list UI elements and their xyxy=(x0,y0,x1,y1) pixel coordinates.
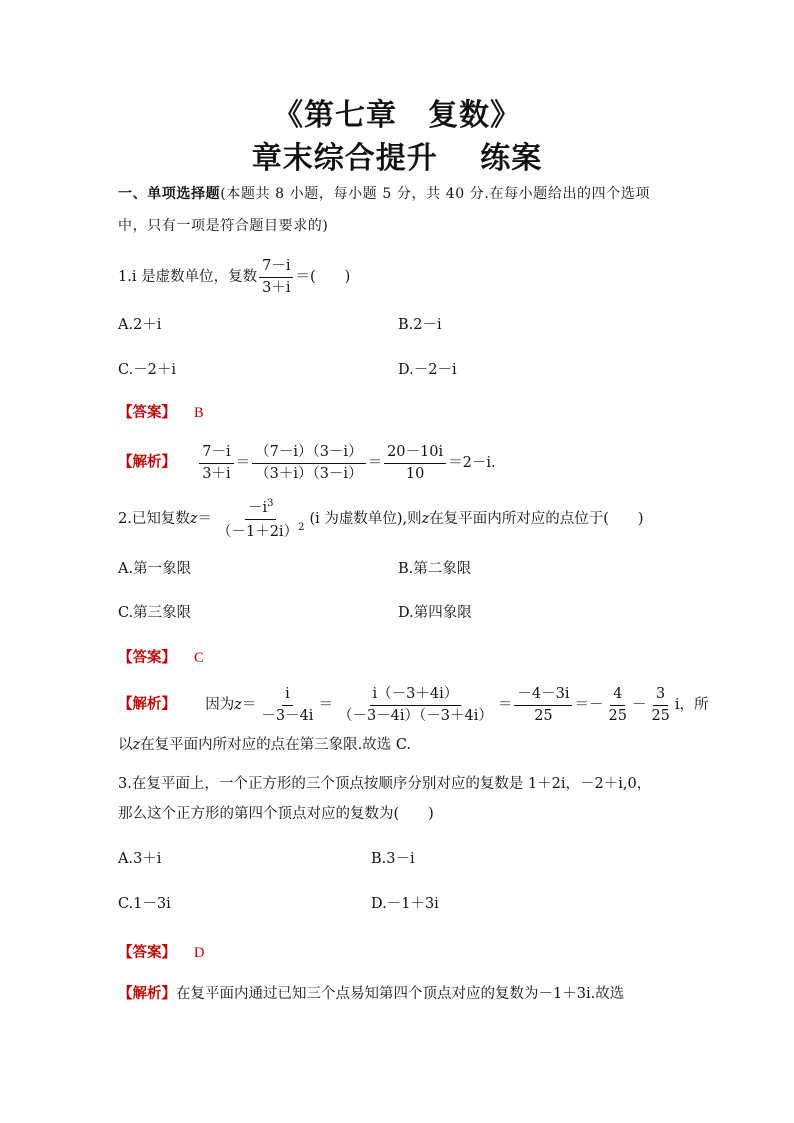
q2-answer: C xyxy=(194,650,204,666)
q1-solution: 【解析】 $\frac{7-i}{3+i}$ ＝ $\frac{(7-i)(3-i)}{(3+i)(3-i)}$ ＝ $\frac{20-10i}{10}$ ＝2－i. xyxy=(118,444,496,482)
q2-stem: 2.已知复数z＝ $\frac{-i^3}{(-1+2i)^2}$ (i 为虚数单位),则z在复平面内所对应的点位于( ) xyxy=(118,498,644,540)
q3-option-c: C.1－3i xyxy=(118,896,171,912)
q3-option-d: D.－1＋3i xyxy=(371,896,439,912)
q3-stem-line1: 3.在复平面上，一个正方形的三个顶点按顺序分别对应的复数是 1＋2i，－2＋i,0， xyxy=(118,776,652,792)
q1-stem xyxy=(118,258,350,296)
q1-stem-post: ＝( ) xyxy=(295,269,351,286)
q3-answer: D xyxy=(194,945,205,961)
q2-solution-line2: 以z在复平面内所对应的点在第三象限.故选 C. xyxy=(118,737,412,753)
q3-option-b: B.3－i xyxy=(371,851,415,867)
q3-option-a: A.3＋i xyxy=(118,851,162,867)
analysis-label: 【解析】 xyxy=(118,696,176,713)
answer-label: 【答案】 xyxy=(118,945,176,961)
q3-solution xyxy=(118,986,624,1003)
q1-frac-den: 3＋i xyxy=(262,279,291,296)
section-instr-line2: 中，只有一项是符合题目要求的) xyxy=(118,218,329,234)
q1-option-a: A.2＋i xyxy=(118,317,162,333)
q2-option-c: C.第三象限 xyxy=(118,605,192,621)
q1-sol-frac1: $\frac{7-i}{3+i}$ xyxy=(199,444,233,482)
q1-option-c: C.－2＋i xyxy=(118,362,177,378)
q1-option-b: B.2－i xyxy=(398,317,442,333)
answer-label: 【答案】 xyxy=(118,650,176,666)
q1-answer: B xyxy=(194,405,204,421)
q1-stem-pre: 1.i 是虚数单位，复数 xyxy=(118,269,258,286)
q1-frac-num: 7－i xyxy=(259,258,293,278)
analysis-label: 【解析】 xyxy=(118,454,176,471)
section-heading: 一、单项选择题 xyxy=(118,186,221,202)
answer-label: 【答案】 xyxy=(118,405,176,421)
q1-fraction xyxy=(259,258,293,296)
q2-solution: 【解析】 因为z＝ $\frac{i}{-3-4i}$ ＝ $\frac{i(-3+4i)}{(-3-4i)(-3+4i)}$ ＝ $\frac{-4-3i}{25}$ ＝－ $\frac{4}{25}$ － $\frac{3}{25}$ i，所 xyxy=(118,686,709,724)
q1-option-d: D.－2－i xyxy=(398,362,457,378)
page-subtitle: 章末综合提升 练案 xyxy=(251,141,543,176)
q1-sol-frac2: $\frac{(7-i)(3-i)}{(3+i)(3-i)}$ xyxy=(252,444,365,482)
q2-option-b: B.第二象限 xyxy=(398,561,472,577)
q2-answer-row xyxy=(118,650,204,667)
section-instr-line1: (本题共 8 小题，每小题 5 分，共 40 分.在每小题给出的四个选项 xyxy=(220,186,651,202)
q3-stem-line2: 那么这个正方形的第四个顶点对应的复数为( ) xyxy=(118,806,434,822)
q3-answer-row xyxy=(118,945,204,962)
q2-option-a: A.第一象限 xyxy=(118,561,192,577)
q3-solution-text: 在复平面内通过已知三个点易知第四个顶点对应的复数为－1＋3i.故选 xyxy=(176,986,625,1002)
q2-option-d: D.第四象限 xyxy=(398,605,472,621)
q2-fraction: $\frac{-i^3}{(-1+2i)^2}$ xyxy=(216,498,305,540)
q1-answer-row xyxy=(118,405,204,422)
q1-sol-frac3: $\frac{20-10i}{10}$ xyxy=(384,444,446,482)
analysis-label: 【解析】 xyxy=(118,986,176,1002)
section-instructions xyxy=(118,186,650,203)
page-title: 《第七章 复数》 xyxy=(273,98,521,133)
